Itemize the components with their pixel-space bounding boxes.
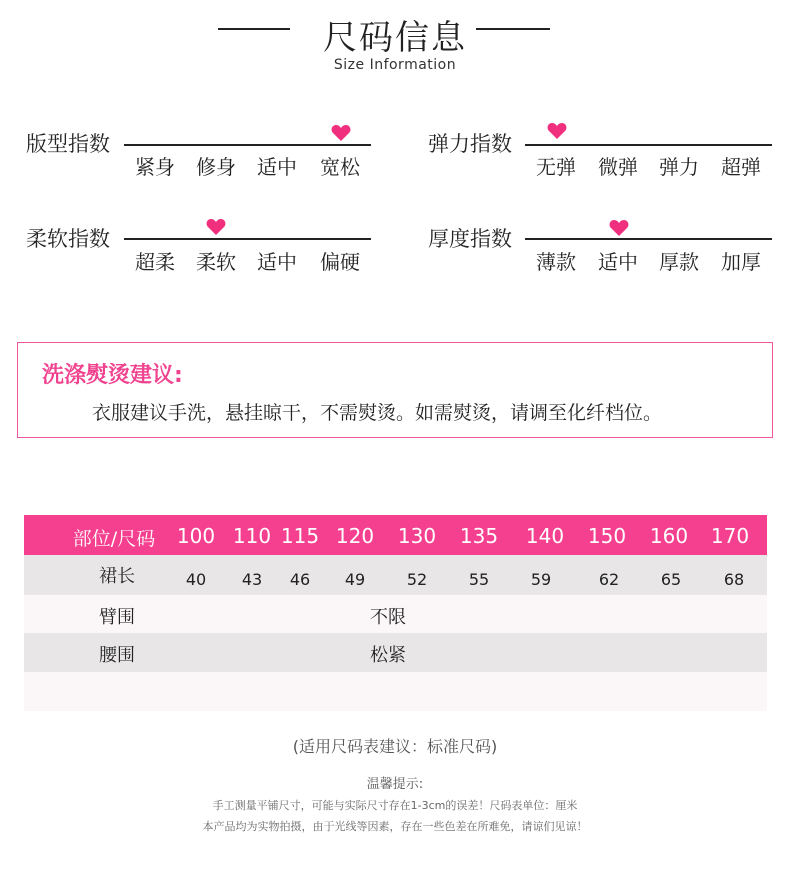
fit-option: 宽松 [320,155,360,179]
softness-option: 偏硬 [320,250,360,274]
tips-title: 温馨提示: [366,777,424,792]
table-cell: 68 [723,570,745,589]
table-cell-span: 松紧 [370,645,406,666]
stretch-option: 无弹 [536,155,576,179]
table-row-empty [24,672,767,711]
fit-index-line [124,144,371,146]
softness-option: 柔软 [196,250,236,274]
table-cell-span: 不限 [370,607,406,628]
stretch-option: 弹力 [659,155,699,179]
page-title: 尺码信息 [323,18,467,58]
softness-index-line [124,238,371,240]
table-header-size: 115 [280,524,320,548]
table-row [24,555,767,595]
table-row [24,595,767,633]
size-recommendation: (适用尺码表建议：标准尺码) [292,737,498,756]
table-cell: 40 [185,570,207,589]
softness-option: 适中 [257,250,297,274]
stretch-index-label: 弹力指数 [428,132,512,156]
tip-measurement: 手工测量平铺尺寸，可能与实际尺寸存在1-3cm的误差！尺码表单位：厘米 [212,799,578,812]
table-header-size: 130 [397,524,437,548]
size-table [24,515,767,711]
heart-icon [609,219,629,237]
table-header-size: 120 [335,524,375,548]
softness-index-label: 柔软指数 [26,227,110,251]
table-header-size: 150 [587,524,627,548]
table-header-size: 135 [459,524,499,548]
thickness-option: 适中 [598,250,638,274]
tip-color: 本产品均为实物拍摄，由于光线等因素，存在一些色差在所难免，请谅们见谅！ [202,820,588,833]
table-header-label: 部位/尺码 [72,528,156,550]
thickness-index-line [525,238,772,240]
table-header-size: 140 [525,524,565,548]
table-cell: 59 [530,570,552,589]
stretch-option: 超弹 [721,155,761,179]
thickness-option: 薄款 [536,250,576,274]
thickness-index-label: 厚度指数 [428,227,512,251]
care-instructions-box [17,342,773,438]
table-header-size: 110 [232,524,272,548]
care-title: 洗涤熨烫建议: [42,363,183,388]
table-cell: 43 [241,570,263,589]
thickness-option: 加厚 [721,250,761,274]
heart-icon [206,218,226,236]
table-cell: 65 [660,570,682,589]
row-label: 臂围 [99,607,135,628]
thickness-option: 厚款 [659,250,699,274]
table-header-size: 100 [176,524,216,548]
table-cell: 52 [406,570,428,589]
table-cell: 49 [344,570,366,589]
row-label: 裙长 [99,566,135,587]
fit-option: 适中 [257,155,297,179]
fit-option: 紧身 [135,155,175,179]
softness-option: 超柔 [135,250,175,274]
heart-icon [547,122,567,140]
stretch-index-line [525,144,772,146]
care-text: 衣服建议手洗，悬挂晾干，不需熨烫。如需熨烫，请调至化纤档位。 [92,402,663,424]
table-row [24,633,767,672]
table-header-size: 170 [710,524,750,548]
heart-icon [331,124,351,142]
fit-option: 修身 [196,155,236,179]
table-cell: 55 [468,570,490,589]
table-cell: 46 [289,570,311,589]
table-header-row [24,515,767,555]
stretch-option: 微弹 [598,155,638,179]
row-label: 腰围 [99,645,135,666]
fit-index-label: 版型指数 [26,132,110,156]
table-header-size: 160 [649,524,689,548]
page-subtitle: Size Information [333,57,457,73]
table-cell: 62 [598,570,620,589]
